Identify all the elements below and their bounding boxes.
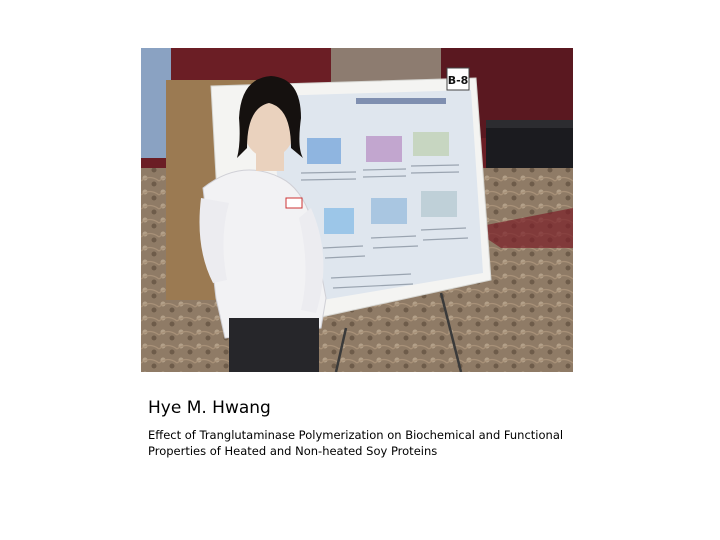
poster-title-line: Properties of Heated and Non-heated Soy Proteins [148, 444, 438, 458]
table [486, 126, 573, 168]
photo-scene [141, 48, 573, 372]
event-photo [141, 48, 573, 372]
presenter-name: Hye M. Hwang [148, 398, 271, 418]
booth-sign-label: B-8 [447, 74, 469, 87]
poster-title-line: Effect of Tranglutaminase Polymerization on Biochemical and Functional [148, 428, 564, 442]
poster-title [148, 427, 588, 459]
